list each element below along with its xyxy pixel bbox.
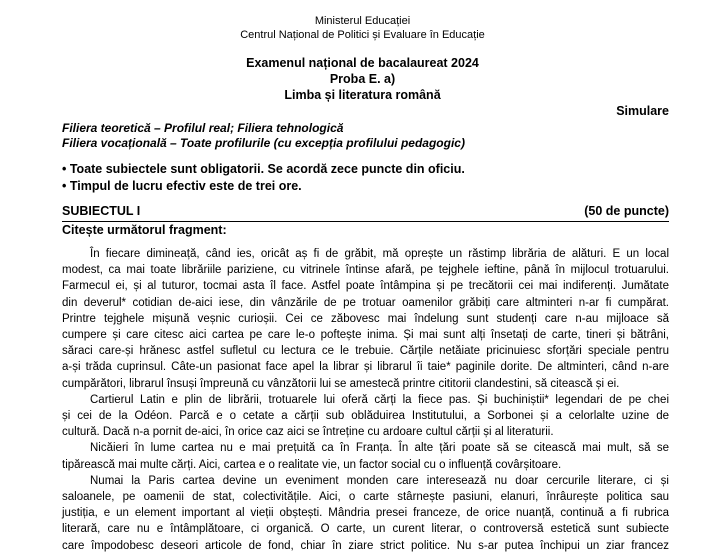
fragment-paragraph [62,392,669,441]
fragment-paragraph [62,246,669,392]
fragment-line: care împodobesc deseori articole de fond, chiar în ziare strict politice. Nu s-ar putea închipui un ziar francez [62,539,669,552]
fragment-paragraph [62,473,669,554]
filiera-line-2: Filiera vocațională – Toate profilurile (cu excepția profilului pedagogic) [62,136,465,150]
fragment-line: modest, ca mai toate librăriile pariziene, cu vitrinele întinse afară, pe tejghele ieftine, până în mijlocul trotuarului. [62,264,669,277]
fragment-line: Numai la Paris cartea devine un eveniment monden care interesează nu doar cercurile literare, ci și [90,474,669,487]
filiera-line-1: Filiera teoretică – Profilul real; Filiera tehnologică [62,121,344,135]
fragment-line: Nicăieri în lume cartea nu e mai prețuită ca în Franța. În alte țări poate să se citească mai mult, să se [90,442,669,455]
ministry-name: Ministerul Educației [314,15,411,27]
fragment-line: saloanele, pe oamenii de stat, colectivitățile. Aici, o carte stârnește pasiuni, elanuri, înrâurește politica sau [62,491,669,504]
section-divider [62,221,669,222]
fragment-line: și cei de la Odéon. Parcă e o cetate a cărții sub oblăduirea Institutului, a Sorbonei și a celorlalte uzine de [62,410,669,423]
fragment-text [62,246,669,554]
section-points: (50 de puncte) [584,204,669,218]
section-prompt: Citește următorul fragment: [62,223,227,237]
fragment-line: cultură. Dacă n-a pornit de-aici, în orice caz aici se întreține cu ardoare cultul cărții și al literaturii. [62,426,554,439]
fragment-line: din deverul* cotidian de-aici iese, din vânzările de pe trotuar oamenilor grăbiți care altminteri n-ar fi cumpărat. [62,296,669,309]
section-title: SUBIECTUL I [62,204,141,218]
instruction-2: • Timpul de lucru efectiv este de trei ore. [62,179,302,193]
fragment-line: Farmecul ei, și al tuturor, tocmai asta îl face. Astfel poate întâmpina și pe trecătorii cei mai indiferenți. Jumătate [62,280,669,293]
fragment-line: cumpere și care citesc aici cartea pe care le-o poftește inima. Și mai sunt alți însetați de carte, tineri și bătrâni, [62,329,669,342]
instruction-1: • Toate subiectele sunt obligatorii. Se acordă zece puncte din oficiu. [62,162,465,176]
exam-subject: Limba și literatura română [284,88,441,102]
exam-title: Examenul național de bacalaureat 2024 [246,56,479,70]
fragment-line: a-și trăda cuprinsul. Câte-un pasionat face apel la librar și librarul îi taie* paginile dorite. De altminteri, când n-are [62,361,669,374]
section-header [62,204,669,218]
fragment-line: literară, care nu e întâmplătoare, ci organică. O carte, un curent literar, o controversă estetică sunt subiecte [62,523,669,536]
fragment-line: Printre tejghele mișună veșnic curioșii. Cei ce zăbovesc mai îndelung sunt studenți care n-au mijloace să [62,312,669,325]
fragment-line: Cartierul Latin e plin de librării, trotuarele lui oferă cărți la fiece pas. Și buchiniștii* legendari de pe chei [90,393,669,406]
exam-proba: Proba E. a) [329,72,396,86]
fragment-line: justiția, e un element important al vieții obștești. Mândria presei franceze, de orice nuanță, continuă a fi rubrica [62,507,669,520]
fragment-paragraph [62,440,669,472]
fragment-line: tipărească mai multe cărți. Aici, cartea e o realitate vie, un factor social cu o influență covârșitoare. [62,458,562,471]
exam-type: Simulare [616,104,669,118]
fragment-line: cumpărători, librarul însuși împreună cu vânzătorii lui se amestecă printre cititorii clandestini, să citească și ei. [62,377,620,390]
center-name: Centrul Național de Politici și Evaluare în Educație [240,29,485,41]
fragment-line: În fiecare dimineață, când ies, oricât aș fi de grăbit, mă oprește un răstimp librăria de alături. E un local [90,248,669,260]
fragment-line: săraci care-și hrănesc astfel sufletul cu lectura ce le trebuie. Cărțile netăiate pricinuiesc sforțări speciale pentru [62,345,669,358]
